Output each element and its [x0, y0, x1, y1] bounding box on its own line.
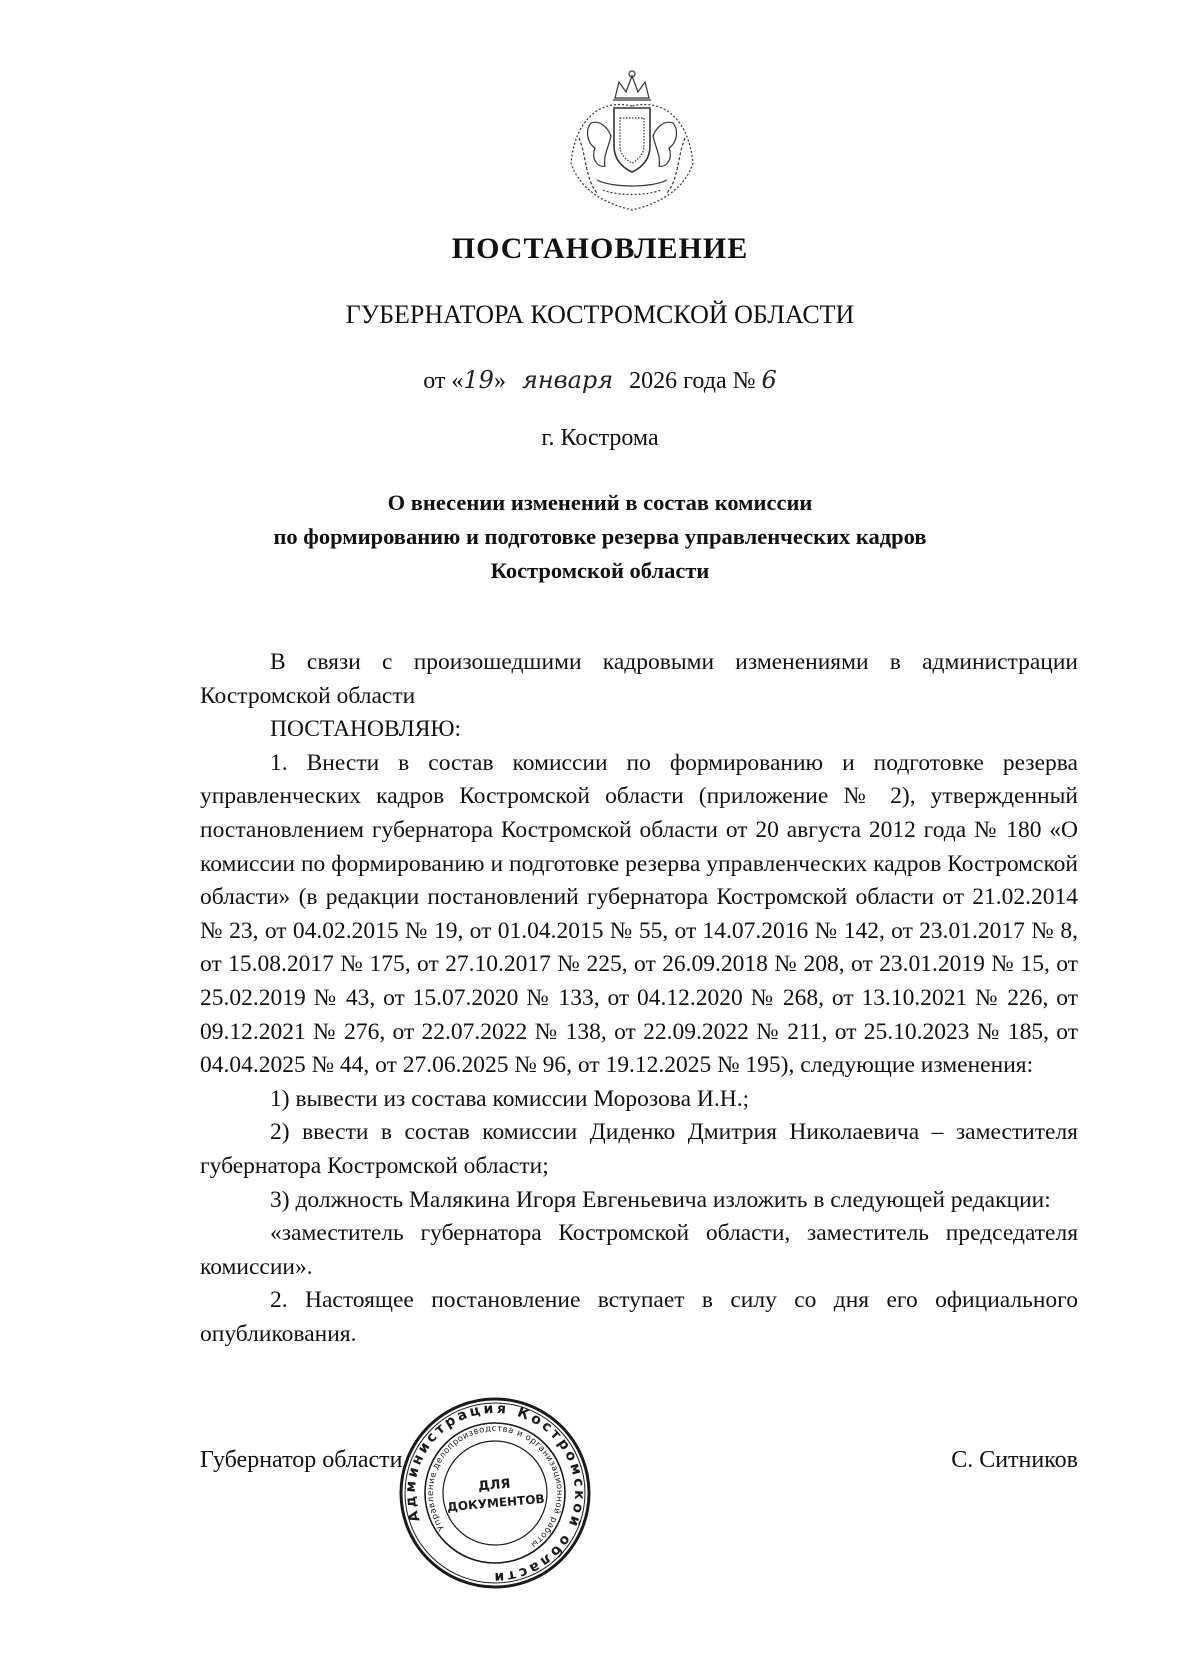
date-line	[0, 366, 1200, 395]
preamble-paragraph: В связи с произошедшими кадровыми изменениями в администрации Костромской области	[200, 649, 1078, 709]
stamp-center-line-2: ДОКУМЕНТОВ	[446, 1491, 546, 1515]
coat-of-arms-emblem	[557, 68, 707, 218]
stamp-inner-text: Управление делопроизводства и организационной работы	[425, 1423, 565, 1550]
date-day-close: »	[493, 368, 506, 394]
date-day-handwritten: 19	[463, 366, 494, 394]
stamp-center-line-1: ДЛЯ	[477, 1476, 512, 1495]
subject-line-1: О внесении изменений в состав комиссии	[387, 490, 813, 515]
subject-line-2: по формированию и подготовке резерва управленческих кадров	[273, 524, 927, 549]
subitem-1: 1) вывести из состава комиссии Морозова И.Н.;	[270, 1085, 750, 1112]
document-body	[200, 646, 1078, 1351]
signatory-name: С. Ситников	[951, 1447, 1078, 1473]
quoted-wording: «заместитель губернатора Костромской области, заместитель председателя комиссии».	[200, 1220, 1078, 1280]
subject-line-3: Костромской области	[490, 558, 710, 583]
official-round-stamp	[397, 1395, 593, 1591]
signatory-role: Губернатор области	[200, 1447, 403, 1473]
stamp-outer-text: Администрация Костромской области	[402, 1400, 588, 1586]
subitem-2: 2) ввести в состав комиссии Диденко Дмитрия Николаевича – заместителя губернатора Костромской области;	[200, 1119, 1078, 1179]
decree-word: ПОСТАНОВЛЯЮ:	[270, 716, 462, 743]
date-year: 2026 года №	[629, 368, 756, 394]
date-month-handwritten: января	[521, 366, 614, 394]
subject-heading	[0, 486, 1200, 588]
document-type-title: ПОСТАНОВЛЕНИЕ	[451, 232, 749, 265]
issuer-line: ГУБЕРНАТОРА КОСТРОМСКОЙ ОБЛАСТИ	[345, 300, 855, 329]
document-number-handwritten: 6	[761, 366, 777, 394]
item-1-paragraph: 1. Внести в состав комиссии по формированию и подготовке резерва управленческих кадров Костромской области (приложение № 2), утвержденный постановлением губернатора Костромской области от 20 августа 2012 года № 180 «О комиссии по формированию и подготовке резерва управленческих кадров Костромской области» (в редакции постановлений губернатора Костромской области от 21.02.2014 № 23, от 04.02.2015 № 19, от 01.04.2015 № 55, от 14.07.2016 № 142, от 23.01.2017 № 8, от 15.08.2017 № 175, от 27.10.2017 № 225, от 26.09.2018 № 208, от 23.01.2019 № 15, от 25.02.2019 № 43, от 15.07.2020 № 133, от 04.12.2020 № 268, от 13.10.2021 № 226, от 09.12.2021 № 276, от 22.07.2022 № 138, от 22.09.2022 № 211, от 25.10.2023 № 185, от 04.04.2025 № 44, от 27.06.2025 № 96, от 19.12.2025 № 195), следующие изменения:	[200, 749, 1078, 1079]
subitem-3: 3) должность Малякина Игоря Евгеньевича изложить в следующей редакции:	[270, 1186, 1051, 1213]
item-2-paragraph: 2. Настоящее постановление вступает в силу со дня его официального опубликования.	[200, 1287, 1078, 1347]
city-line: г. Кострома	[541, 425, 659, 451]
date-prefix: от «	[423, 368, 464, 394]
